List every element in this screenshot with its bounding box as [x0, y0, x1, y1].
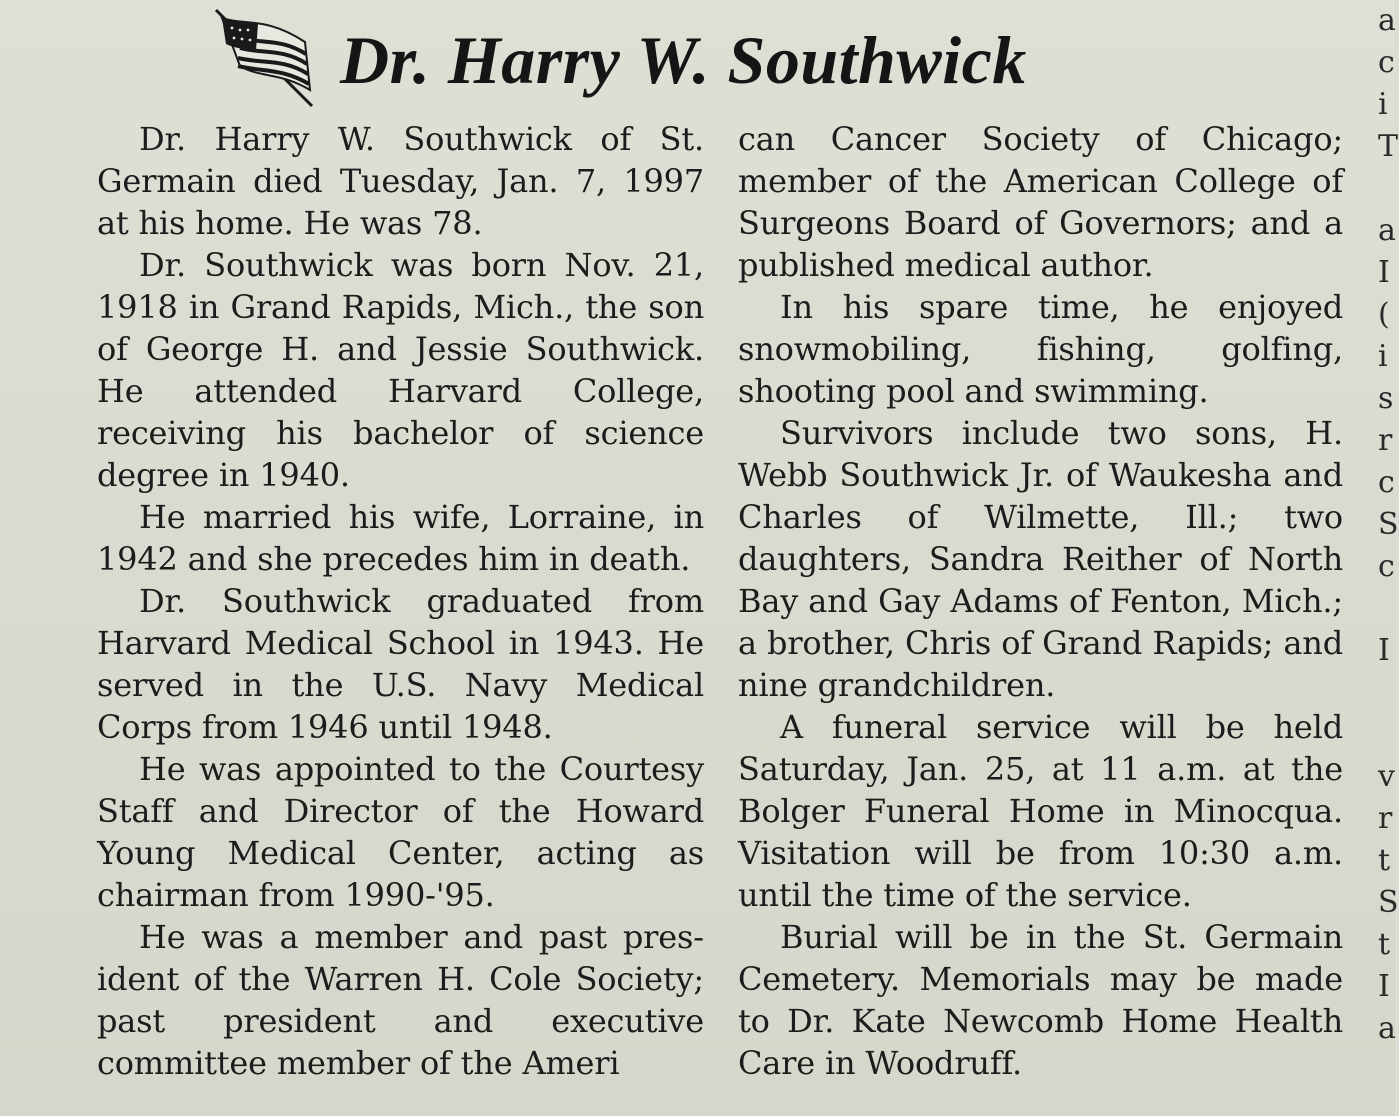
paragraph: Dr. Southwick was born Nov. 21, 1918 in Grand Rapids, Mich., the son of George H. and Jessie Southwick. He attended Harvard College, receiving his bachelor of science degree in 1940.: [97, 246, 704, 494]
left-column: [97, 118, 704, 1084]
edge-fragment: a: [1378, 1011, 1396, 1046]
edge-fragment: T: [1378, 129, 1399, 164]
edge-fragment: a: [1378, 213, 1396, 248]
edge-fragment: i: [1378, 87, 1388, 122]
edge-fragment: r: [1378, 423, 1393, 458]
paragraph: In his spare time, he enjoyed snowmobiling, fishing, golfing, shooting pool and swimming.: [738, 288, 1343, 410]
obituary-title: Dr. Harry W. Southwick: [340, 22, 1027, 98]
edge-fragment: v: [1378, 759, 1395, 794]
obituary-header: [210, 8, 1210, 108]
edge-fragment: [1378, 714, 1395, 756]
paragraph: Burial will be in the St. Germain Cemetery. Memorials may be made to Dr. Kate Newcomb Home Health Care in Woodruff.: [738, 918, 1343, 1082]
edge-fragment: i: [1378, 339, 1388, 374]
edge-fragment: [1378, 672, 1395, 714]
american-flag-icon: [210, 8, 322, 108]
paragraph: can Cancer Society of Chicago; member of the American College of Surgeons Board of Governors; and a published medical author.: [738, 120, 1343, 284]
paragraph: He was a member and past president of the Warren H. Cole Society; past president and executive committee member of the Ameri: [97, 918, 704, 1082]
edge-fragment: [1378, 588, 1395, 630]
edge-fragment: I: [1378, 633, 1390, 668]
edge-fragment: S: [1378, 885, 1399, 920]
adjacent-column-edge: [1378, 0, 1399, 1116]
edge-fragment: I: [1378, 255, 1390, 290]
edge-fragment: I: [1378, 969, 1390, 1004]
paragraph: Dr. Harry W. Southwick of St. Germain died Tuesday, Jan. 7, 1997 at his home. He was 78.: [97, 120, 704, 242]
edge-fragment: [1378, 168, 1395, 210]
edge-fragment: a: [1378, 3, 1396, 38]
edge-fragment: S: [1378, 507, 1399, 542]
paragraph: He married his wife, Lorraine, in 1942 and she precedes him in death.: [97, 498, 704, 578]
edge-fragment: c: [1378, 465, 1395, 500]
edge-fragment: r: [1378, 801, 1393, 836]
paragraph: Survivors include two sons, H. Webb Southwick Jr. of Waukesha and Charles of Wilmette, Ill.; two daughters, Sandra Reither of North Bay and Gay Adams of Fenton, Mich.; a brother, Chris of Grand Rapids; and nine grandchildren.: [738, 414, 1343, 704]
edge-fragment: s: [1378, 381, 1394, 416]
paragraph: Dr. Southwick graduated from Harvard Medical School in 1943. He served in the U.S. Navy Medical Corps from 1946 until 1948.: [97, 582, 704, 746]
paragraph: He was appointed to the Courtesy Staff and Director of the Howard Young Medical Center, acting as chairman from 1990-'95.: [97, 750, 704, 914]
edge-fragment: (: [1378, 297, 1390, 332]
edge-fragment: c: [1378, 549, 1395, 584]
edge-fragment: t: [1378, 927, 1391, 962]
edge-fragment: t: [1378, 843, 1391, 878]
edge-fragment: c: [1378, 45, 1395, 80]
right-column: [738, 118, 1343, 1084]
paragraph: A funeral service will be held Saturday, Jan. 25, at 11 a.m. at the Bolger Funeral Home in Minocqua. Visitation will be from 10:30 a.m. until the time of the service.: [738, 708, 1343, 914]
